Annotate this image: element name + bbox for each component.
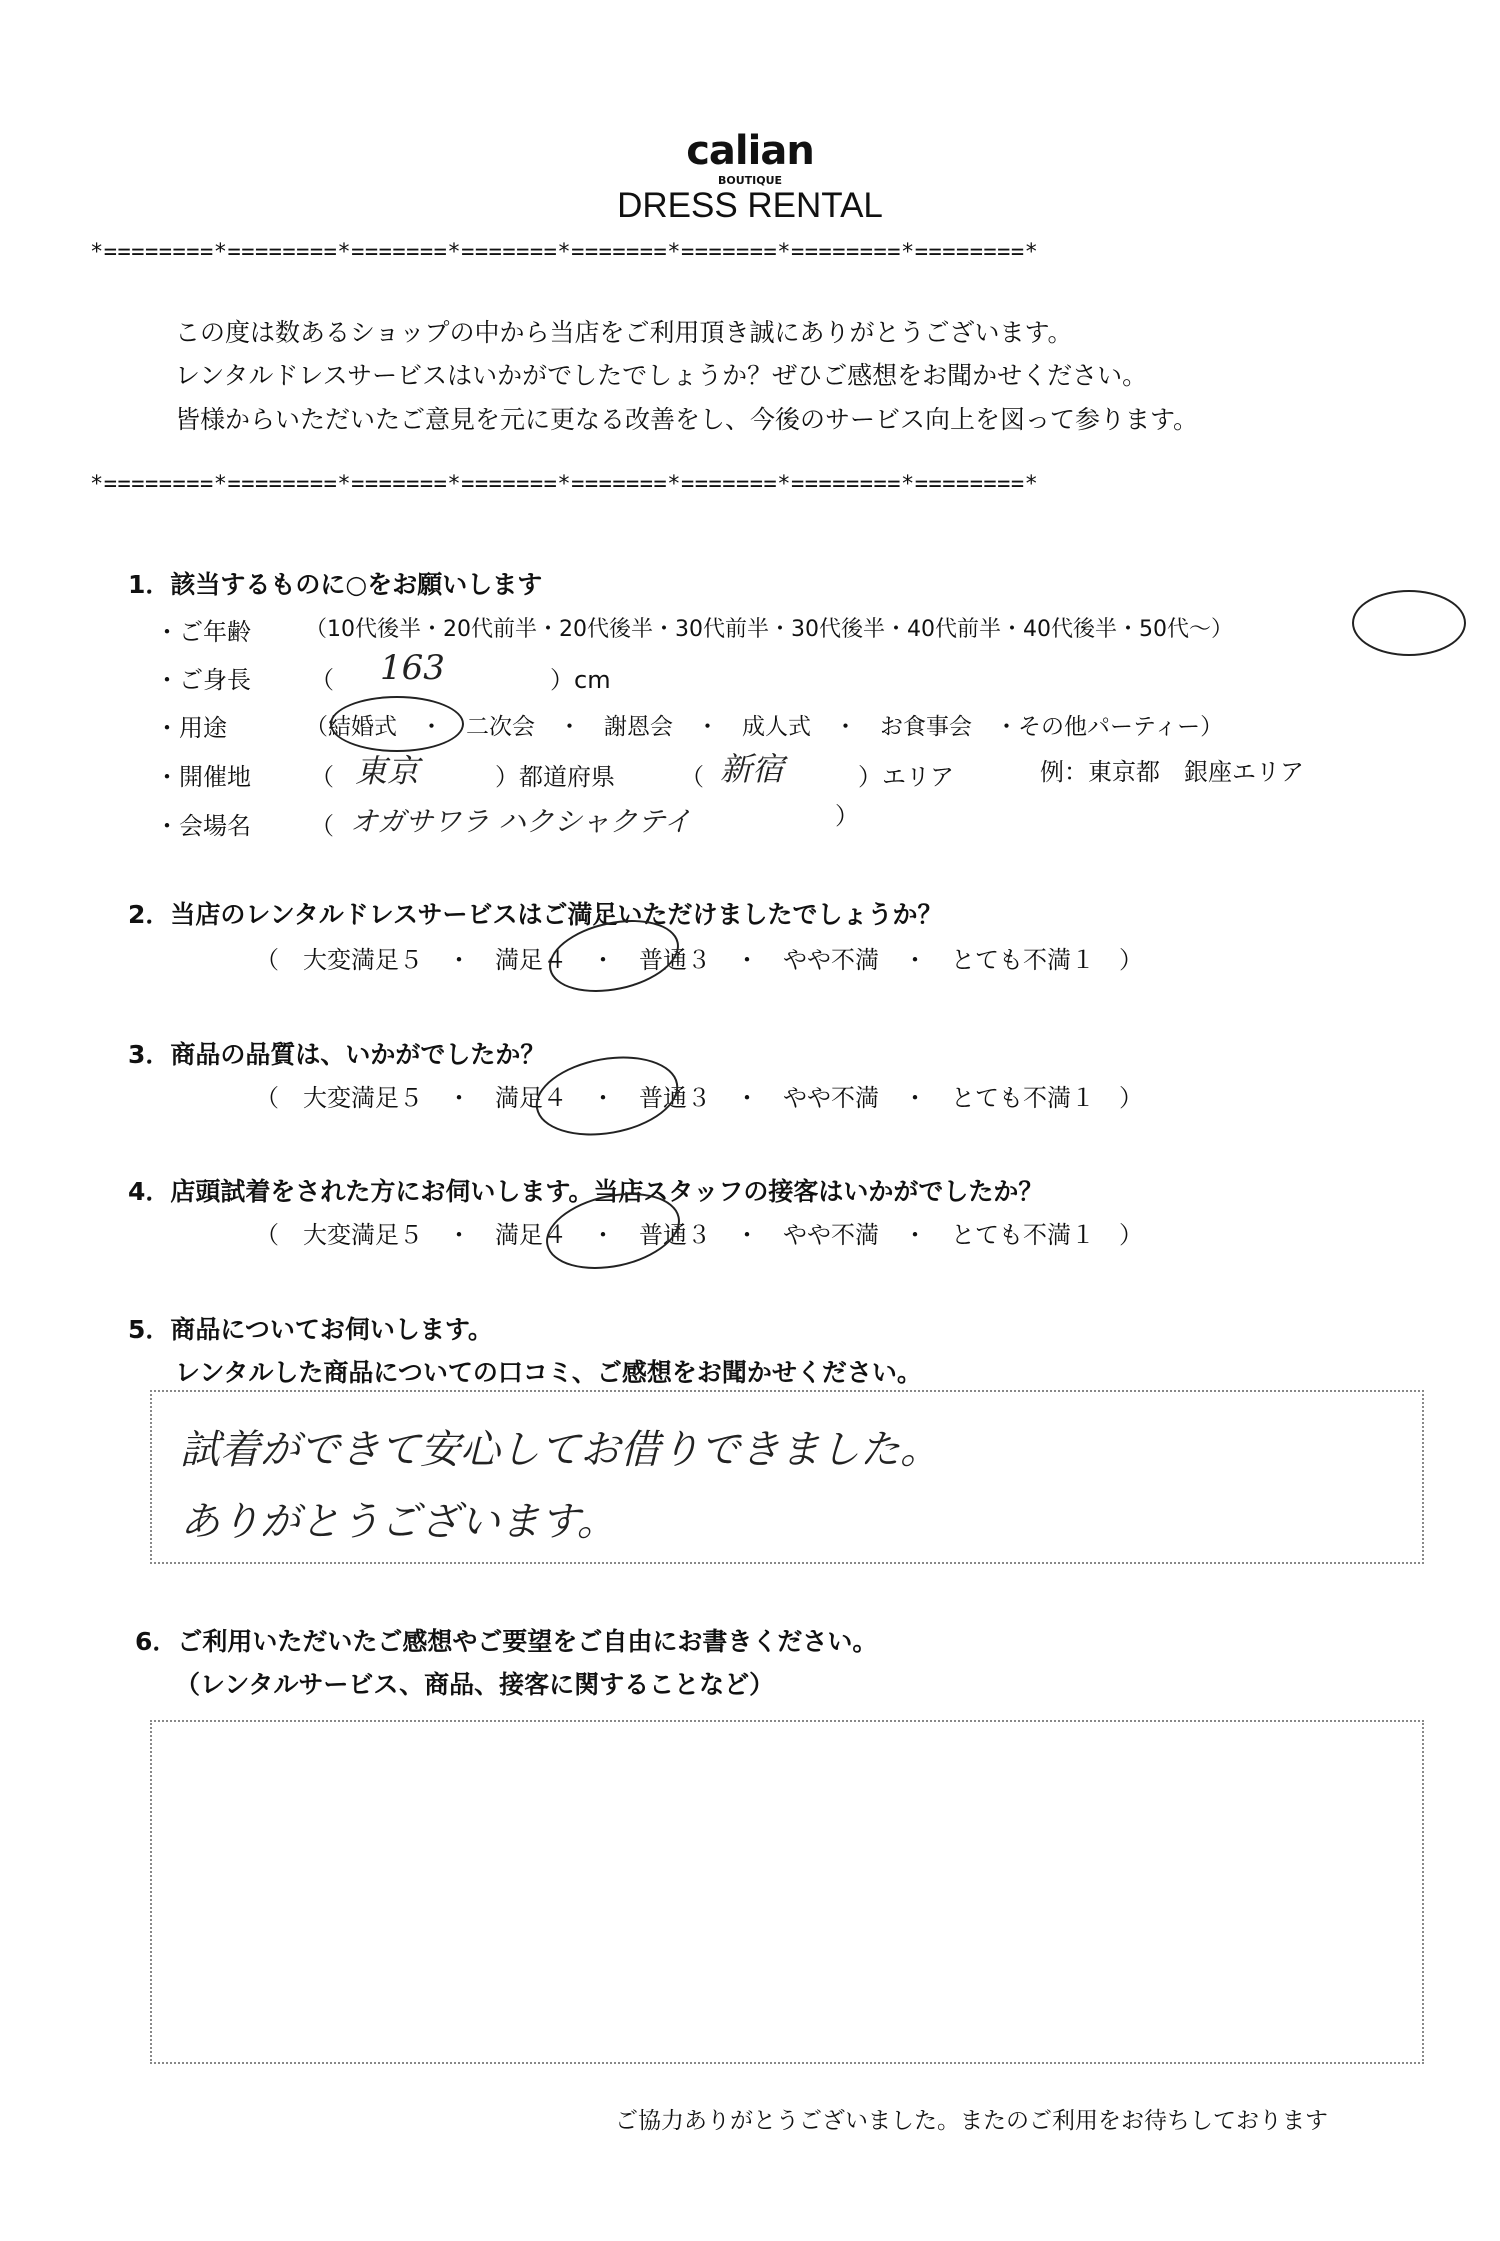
height-label: ・ご身長 (155, 666, 251, 694)
height-value: 163 (380, 648, 445, 688)
question-4-options: （ 大変満足５ ・ 満足４ ・ 普通３ ・ やや不満 ・ とても不満１ ） (255, 1221, 1143, 1249)
question-3-title: 3．商品の品質は、いかがでしたか？ (128, 1040, 546, 1069)
intro-line-2: レンタルドレスサービスはいかがでしたでしょうか？ぜひご感想をお聞かせください。 (175, 361, 1148, 390)
question-6-subtitle: （レンタルサービス、商品、接客に関することなど） (175, 1670, 775, 1699)
venue-region-label: ・開催地 (155, 763, 251, 791)
question-6-answer-box (150, 1720, 1424, 2064)
venue-example: 例：東京都 銀座エリア (1040, 758, 1304, 786)
question-2-options: （ 大変満足５ ・ 満足４ ・ 普通３ ・ やや不満 ・ とても不満１ ） (255, 946, 1143, 974)
intro-line-3: 皆様からいただいたご意見を元に更なる改善をし、今後のサービス向上を図って参ります。 (175, 405, 1199, 434)
venue-area-value: 新宿 (720, 750, 785, 788)
hall-label: ・会場名 (155, 812, 251, 840)
question-4-title: 4．店頭試着をされた方にお伺いします。当店スタッフの接客はいかがでしたか？ (128, 1177, 1044, 1206)
height-unit: ）cm (550, 666, 611, 694)
venue-pref-value: 東京 (355, 752, 420, 790)
venue-pref-open: （ (310, 763, 334, 791)
question-2-title: 2．当店のレンタルドレスサービスはご満足いただけましたでしょうか？ (128, 900, 943, 929)
question-5-answer-line-2: ありがとうございます。 (180, 1499, 617, 1545)
footer-thanks: ご協力ありがとうございました。またのご利用をお待ちしております (615, 2108, 1328, 2134)
height-open-paren: （ (310, 666, 334, 694)
purpose-answer-circle (330, 696, 464, 752)
question-6-title: 6．ご利用いただいたご感想やご要望をご自由にお書きください。 (135, 1627, 878, 1656)
question-1-title: 1．該当するものに○をお願いします (128, 570, 543, 599)
venue-area-open: （ (680, 763, 704, 791)
separator-bottom: *========*========*=======*=======*=======*=======*========*========* (90, 472, 1039, 497)
hall-open-paren: （ (310, 812, 334, 840)
hall-close-paren: ） (835, 802, 859, 830)
question-5-title: 5．商品についてお伺いします。 (128, 1315, 493, 1344)
venue-area-suffix: ）エリア (858, 763, 954, 791)
purpose-options: （結婚式 ・ 二次会 ・ 謝恩会 ・ 成人式 ・ お食事会 ・その他パーティー） (305, 714, 1224, 740)
question-5-subtitle: レンタルした商品についての口コミ、ご感想をお聞かせください。 (175, 1358, 922, 1387)
age-answer-circle (1352, 590, 1466, 656)
intro-line-1: この度は数あるショップの中から当店をご利用頂き誠にありがとうございます。 (175, 318, 1073, 347)
brand-logo: calian (686, 128, 814, 174)
page-title: DRESS RENTAL (617, 186, 883, 225)
venue-pref-suffix: ）都道府県 (495, 763, 615, 791)
age-options: （10代後半・20代前半・20代後半・30代前半・30代後半・40代前半・40代後半・50代～） (305, 617, 1233, 642)
hall-value: オガサワラ ハクシャクテイ (350, 805, 692, 838)
question-3-answer-circle (529, 1046, 684, 1146)
question-5-answer-line-1: 試着ができて安心してお借りできました。 (180, 1427, 940, 1473)
question-3-options: （ 大変満足５ ・ 満足４ ・ 普通３ ・ やや不満 ・ とても不満１ ） (255, 1084, 1143, 1112)
separator-top: *========*========*=======*=======*=======*=======*========*========* (90, 240, 1039, 265)
age-label: ・ご年齢 (155, 618, 251, 646)
brand-subtitle: BOUTIQUE (717, 174, 783, 187)
purpose-label: ・用途 (155, 714, 227, 742)
